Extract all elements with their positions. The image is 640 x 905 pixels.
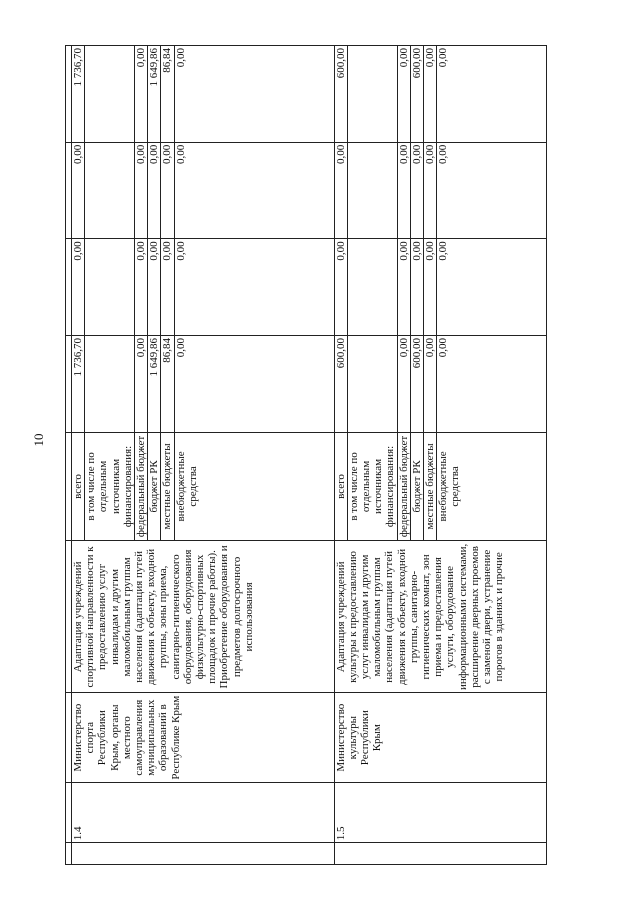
funding-value: 0,00 <box>437 46 547 143</box>
funding-value: 0,00 <box>334 142 347 239</box>
table-row <box>72 46 85 865</box>
funding-value: 0,00 <box>148 142 161 239</box>
funding-value: 0,00 <box>424 239 437 336</box>
funding-value: 0,00 <box>135 142 148 239</box>
funding-label: всего <box>72 432 85 541</box>
funding-value: 1 736,70 <box>72 46 85 143</box>
funding-label: бюджет РК <box>148 432 161 541</box>
funding-value: 0,00 <box>437 335 547 432</box>
funding-value: 1 649,86 <box>148 46 161 143</box>
funding-value: 600,00 <box>410 46 423 143</box>
funding-label: местные бюджеты <box>424 432 437 541</box>
funding-value: 0,00 <box>161 142 174 239</box>
funding-value: 1 736,70 <box>72 335 85 432</box>
funding-value: 1 649,86 <box>148 335 161 432</box>
funding-value: 0,00 <box>410 142 423 239</box>
funding-value: 0,00 <box>397 142 410 239</box>
funding-label: федеральный бюджет <box>397 432 410 541</box>
funding-value: 0,00 <box>174 239 334 336</box>
row-number: 1.5 <box>334 782 547 842</box>
activity-cell: Адаптация учреждений культуры к предоставлению услуг инвалидам и другим маломобильным группам населения (адаптация путей движения к объекту, входной группы, санитарно-гигиенических комнат, зон приема и предоставления услуги, оборудование информационными системами, расширение дверных проемов с заменой двери, устранение порогов в зданиях и прочие <box>334 541 547 693</box>
table-row <box>334 46 347 865</box>
rotated-table-container <box>65 45 585 865</box>
funding-value: 0,00 <box>397 335 410 432</box>
funding-value: 86,84 <box>161 46 174 143</box>
funding-label: федеральный бюджет <box>135 432 148 541</box>
funding-value: 86,84 <box>161 335 174 432</box>
funding-value: 0,00 <box>161 239 174 336</box>
funding-label: внебюджетные средства <box>174 432 334 541</box>
funding-value: 0,00 <box>135 239 148 336</box>
funding-value: 0,00 <box>135 335 148 432</box>
funding-value: 0,00 <box>397 239 410 336</box>
funding-value: 0,00 <box>72 239 85 336</box>
executor-cell: Министерство культуры Республики Крым <box>334 693 547 782</box>
funding-value: 0,00 <box>174 335 334 432</box>
funding-value: 0,00 <box>174 142 334 239</box>
funding-value: 600,00 <box>334 335 347 432</box>
funding-value: 0,00 <box>397 46 410 143</box>
funding-value: 0,00 <box>148 239 161 336</box>
funding-table <box>65 45 547 865</box>
funding-label: в том числе по отдельным источникам финансирования: <box>85 432 135 541</box>
row-number: 1.4 <box>72 782 335 842</box>
funding-value: 0,00 <box>334 239 347 336</box>
executor-cell: Министерство спорта Республики Крым, органы местного самоуправления муниципальных образований в Республике Крым <box>72 693 335 782</box>
funding-value: 0,00 <box>424 46 437 143</box>
funding-value: 0,00 <box>410 239 423 336</box>
funding-label: всего <box>334 432 347 541</box>
funding-label: в том числе по отдельным источникам финансирования: <box>347 432 397 541</box>
funding-label: бюджет РК <box>410 432 423 541</box>
funding-value: 0,00 <box>135 46 148 143</box>
funding-value: 600,00 <box>410 335 423 432</box>
funding-value: 0,00 <box>174 46 334 143</box>
funding-label: внебюджетные средства <box>437 432 547 541</box>
funding-label: местные бюджеты <box>161 432 174 541</box>
funding-value: 600,00 <box>334 46 347 143</box>
funding-value: 0,00 <box>424 142 437 239</box>
funding-value: 0,00 <box>437 239 547 336</box>
funding-value: 0,00 <box>437 142 547 239</box>
funding-value: 0,00 <box>72 142 85 239</box>
activity-cell: Адаптация учреждений спортивной направленности к предоставлению услуг инвалидам и другим маломобильным группам населения (адаптация путей движения к объекту, входной группы, зоны приема, санитарно-гигиенического оборудования, оборудования физкультурно-спортивных площадок и прочие работы). Приобретение оборудования и предметов долгосрочного использования <box>72 541 335 693</box>
funding-value: 0,00 <box>424 335 437 432</box>
page-number: 10 <box>31 433 46 447</box>
